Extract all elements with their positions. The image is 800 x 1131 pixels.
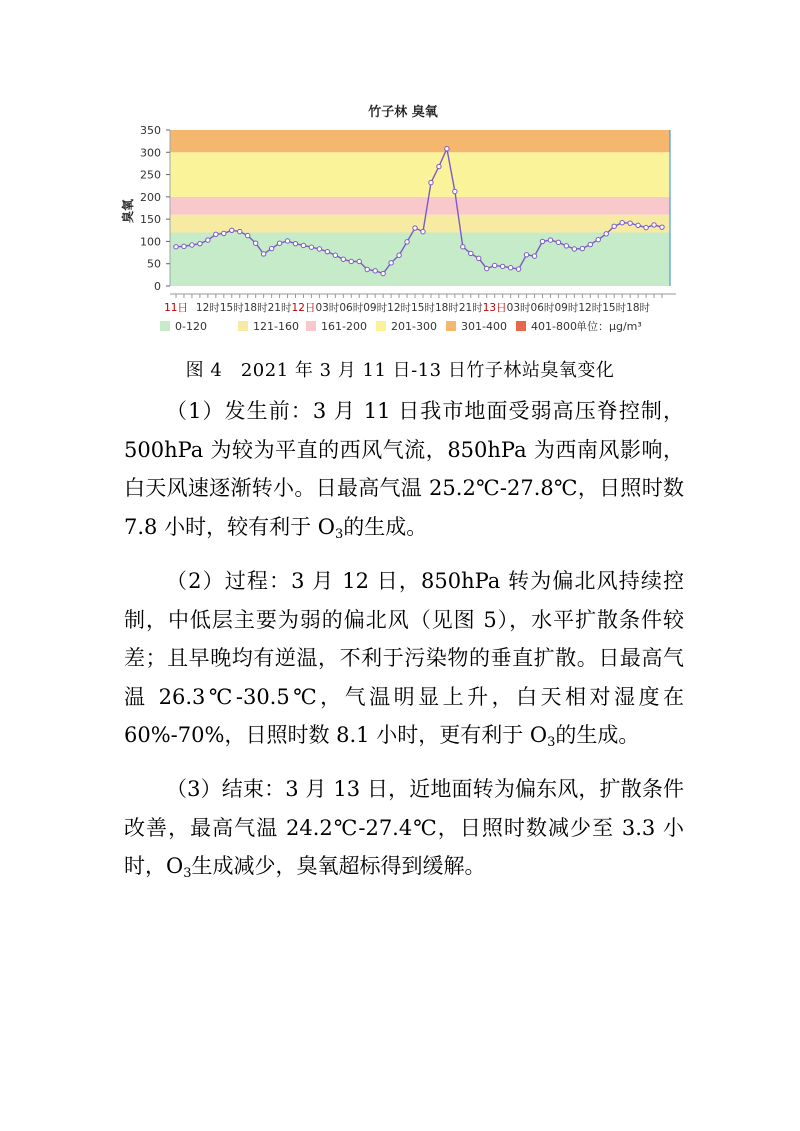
legend-swatch xyxy=(306,321,316,331)
paragraph-before-text: （1）发生前：3 月 11 日我市地面受弱高压脊控制，500hPa 为较为平直的西风气流，850hPa 为西南风影响，白天风速逐渐转小。日最高气温 25.2℃-27.8℃，日照时数 7.8 小时，较有利于 O xyxy=(124,399,684,539)
data-point xyxy=(652,223,656,227)
legend-label: 401-800 xyxy=(531,320,577,333)
x-tick-label: 12日 xyxy=(291,302,316,314)
data-point xyxy=(644,225,648,229)
data-point xyxy=(516,267,520,271)
data-point xyxy=(261,252,265,256)
data-point xyxy=(532,254,536,258)
y-tick-label: 300 xyxy=(140,146,161,160)
data-point xyxy=(596,237,600,241)
data-point xyxy=(238,229,242,233)
y-tick-label: 0 xyxy=(154,280,161,293)
aqi-bands xyxy=(170,130,670,286)
legend-label: 0-120 xyxy=(175,320,207,333)
x-tick-label: 18时 xyxy=(243,302,268,314)
paragraph-process-text: （2）过程：3 月 12 日，850hPa 转为偏北风持续控制，中低层主要为弱的偏北风（见图 5），水平扩散条件较差；且早晚均有逆温，不利于污染物的垂直扩散。日最高气温 26.3℃-30.5℃，气温明显上升，白天相对湿度在 60%-70%，日照时数 8.1 小时，更有利于 O xyxy=(124,569,684,747)
data-point xyxy=(405,240,409,244)
data-point xyxy=(174,245,178,249)
paragraph-end-text: （3）结束：3 月 13 日，近地面转为偏东风，扩散条件改善，最高气温 24.2℃-27.4℃，日照时数减少至 3.3 小时，O xyxy=(124,777,684,878)
data-point xyxy=(333,253,337,257)
legend-label: 301-400 xyxy=(461,320,507,333)
legend-swatch xyxy=(160,321,170,331)
paragraph-before-end: 的生成。 xyxy=(343,514,428,539)
legend-label: 121-160 xyxy=(253,320,299,333)
data-point xyxy=(285,239,289,243)
x-tick-label: 13日 xyxy=(482,302,507,314)
data-point xyxy=(660,225,664,229)
y-tick-label: 250 xyxy=(140,168,161,182)
data-point xyxy=(572,247,576,251)
legend-swatch xyxy=(446,321,456,331)
y-axis-label: 臭氧 xyxy=(121,198,135,224)
legend-unit: 单位：μg/m³ xyxy=(576,320,642,333)
data-point xyxy=(413,226,417,230)
data-point xyxy=(445,147,449,151)
data-point xyxy=(604,232,608,236)
x-tick-label: 12时 xyxy=(578,302,603,314)
data-point xyxy=(230,228,234,232)
x-tick-label: 15时 xyxy=(411,302,435,314)
data-point xyxy=(612,224,616,228)
data-point xyxy=(469,251,473,255)
band-4 xyxy=(170,130,670,152)
y-tick-label: 50 xyxy=(147,257,161,271)
data-point xyxy=(548,238,552,242)
data-point xyxy=(524,253,528,257)
data-point xyxy=(628,221,632,225)
data-point xyxy=(246,233,250,237)
chart-title: 竹子林 臭氧 xyxy=(368,105,438,120)
data-point xyxy=(389,261,393,265)
y-tick-label: 200 xyxy=(140,190,161,204)
data-point xyxy=(253,241,257,245)
band-3 xyxy=(170,152,670,197)
data-point xyxy=(269,246,273,250)
band-2 xyxy=(170,197,670,215)
data-point xyxy=(556,240,560,244)
data-point xyxy=(620,221,624,225)
chart-legend xyxy=(160,320,642,333)
y-tick-label: 350 xyxy=(140,124,161,137)
data-point xyxy=(222,231,226,235)
paragraph-before xyxy=(124,392,684,546)
x-tick-label: 21时 xyxy=(458,302,483,314)
data-point xyxy=(636,223,640,227)
x-tick-label: 06时 xyxy=(530,302,555,314)
paragraph-end-end: 生成减少，臭氧超标得到缓解。 xyxy=(191,854,486,878)
legend-label: 161-200 xyxy=(321,320,367,333)
data-point xyxy=(373,269,377,273)
data-point xyxy=(564,244,568,248)
y-tick-label: 100 xyxy=(140,235,161,249)
data-point xyxy=(461,245,465,249)
data-point xyxy=(198,241,202,245)
data-point xyxy=(357,259,361,263)
x-tick-label: 18时 xyxy=(434,302,459,314)
data-point xyxy=(309,245,313,249)
data-point xyxy=(485,266,489,270)
x-tick-label: 21时 xyxy=(267,302,292,314)
x-tick-label: 15时 xyxy=(219,302,244,314)
data-point xyxy=(421,229,425,233)
y-tick-label: 150 xyxy=(140,213,161,227)
data-point xyxy=(580,246,584,250)
data-point xyxy=(429,180,433,184)
paragraph-before-subscript: 3 xyxy=(334,526,344,542)
data-point xyxy=(182,244,186,248)
legend-label: 201-300 xyxy=(391,320,437,333)
data-point xyxy=(214,232,218,236)
data-point xyxy=(206,238,210,242)
data-point xyxy=(508,266,512,270)
data-point xyxy=(293,241,297,245)
legend-swatch xyxy=(516,321,526,331)
paragraph-process-end: 的生成。 xyxy=(555,723,640,747)
x-tick-label: 03时 xyxy=(315,302,340,314)
x-tick-label: 11日 xyxy=(164,302,188,314)
data-point xyxy=(325,249,329,253)
data-point xyxy=(588,242,592,246)
x-tick-label: 09时 xyxy=(554,302,579,314)
data-point xyxy=(381,271,385,275)
x-tick-label: 12时 xyxy=(387,302,412,314)
data-point xyxy=(365,267,369,271)
data-point xyxy=(453,189,457,193)
paragraph-process xyxy=(124,562,684,755)
ozone-chart xyxy=(108,98,688,343)
data-point xyxy=(397,253,401,257)
y-axis xyxy=(140,124,170,293)
paragraph-end-subscript: 3 xyxy=(183,866,192,881)
data-point xyxy=(492,263,496,267)
paragraph-end xyxy=(124,770,684,886)
data-point xyxy=(317,247,321,251)
data-point xyxy=(341,257,345,261)
data-point xyxy=(500,264,504,268)
legend-swatch xyxy=(376,321,386,331)
data-point xyxy=(437,164,441,168)
x-tick-label: 03时 xyxy=(506,302,531,314)
figure-caption: 图 4 2021 年 3 月 11 日-13 日竹子林站臭氧变化 xyxy=(185,360,615,381)
x-axis xyxy=(164,294,676,314)
data-point xyxy=(301,243,305,247)
data-point xyxy=(477,256,481,260)
legend-swatch xyxy=(238,321,248,331)
x-tick-label: 15时 xyxy=(602,302,627,314)
x-tick-label: 18时 xyxy=(626,302,651,314)
x-tick-label: 12时 xyxy=(195,302,220,314)
paragraph-process-subscript: 3 xyxy=(547,735,556,750)
band-0 xyxy=(170,233,670,286)
data-point xyxy=(540,239,544,243)
x-tick-label: 09时 xyxy=(363,302,388,314)
data-point xyxy=(349,259,353,263)
data-point xyxy=(277,241,281,245)
x-tick-label: 06时 xyxy=(339,302,364,314)
data-point xyxy=(190,243,194,247)
